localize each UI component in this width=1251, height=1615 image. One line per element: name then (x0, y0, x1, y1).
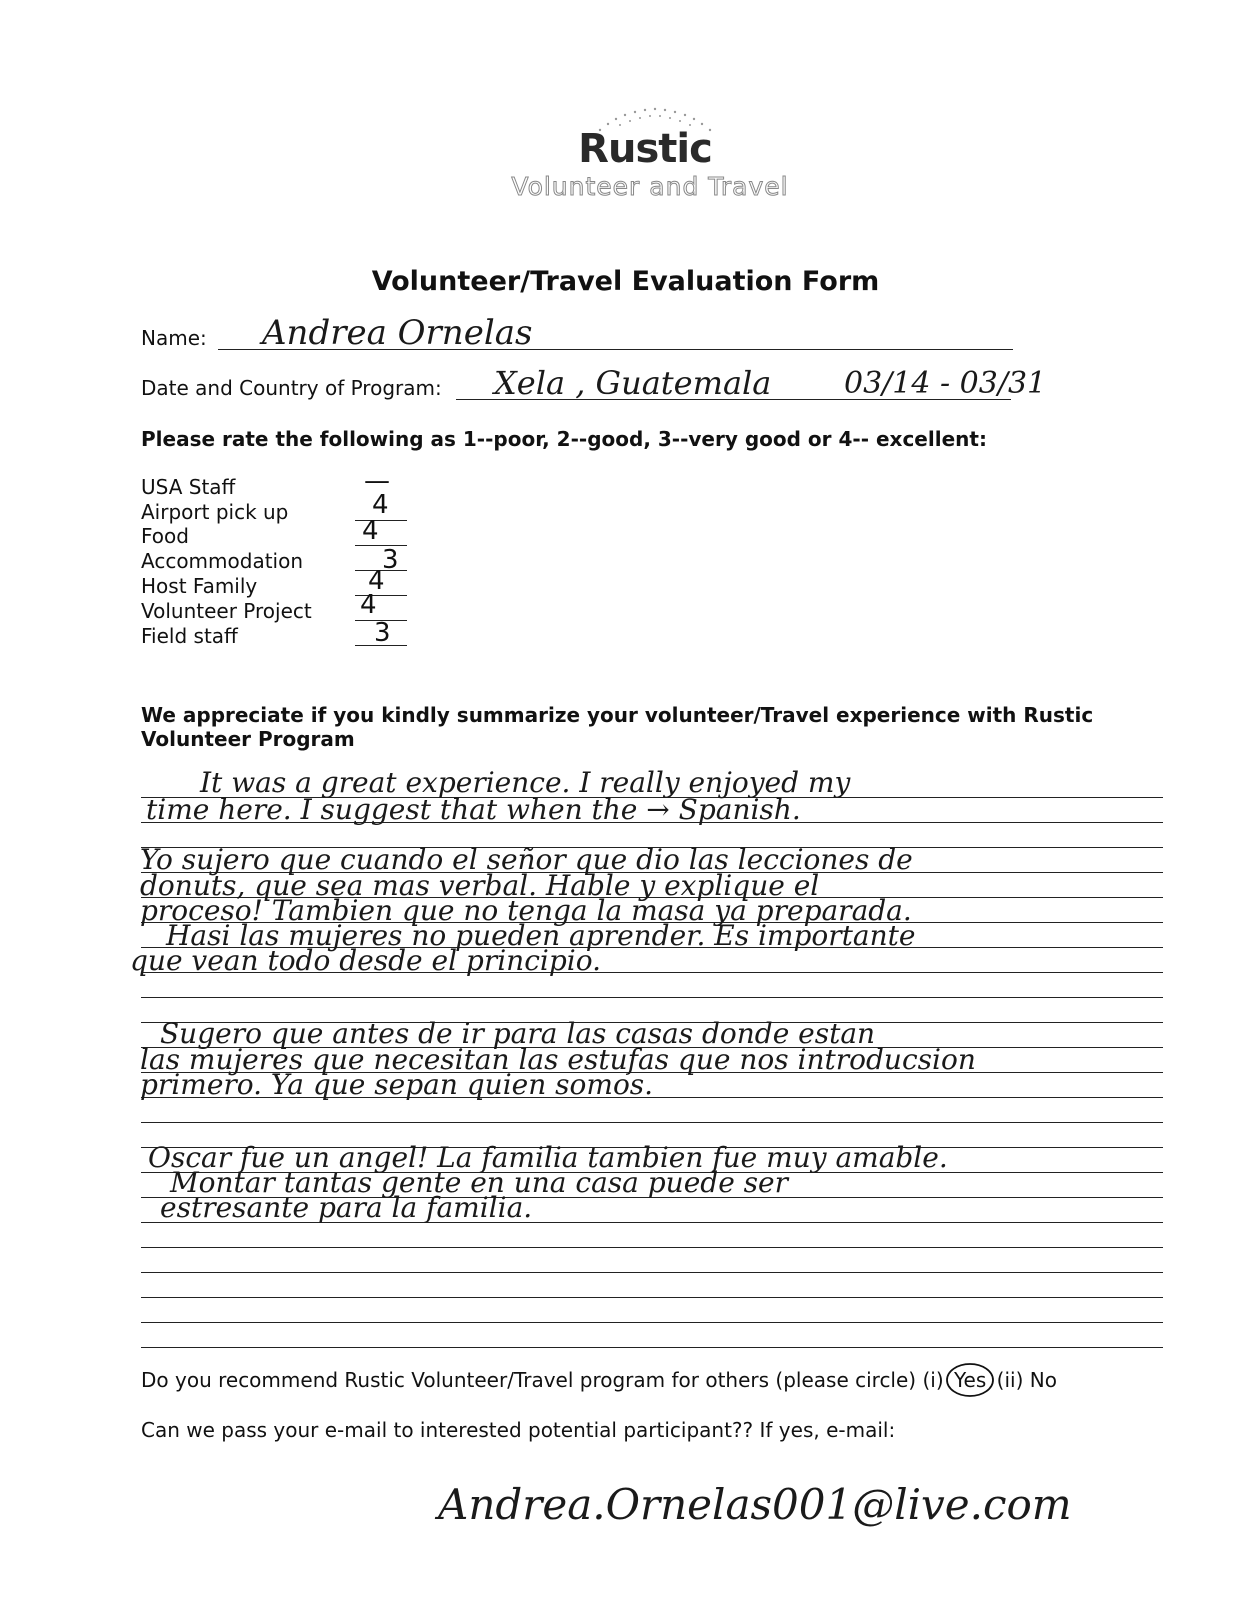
rating-label-host-family: Host Family (141, 574, 258, 598)
circled-mark-icon (944, 1360, 996, 1400)
rating-value-field-staff: 3 (374, 618, 391, 648)
rating-label-field-staff: Field staff (141, 624, 238, 648)
logo-subtitle: Volunteer and Travel (511, 172, 789, 201)
name-underline (218, 349, 1013, 350)
date-underline (456, 399, 1011, 400)
recommend-option-no: (ii) No (996, 1368, 1057, 1392)
rating-value-volunteer-project: 4 (360, 590, 377, 620)
summary-handwriting-line: las mujeres que necesitan las estufas que nos introducsion (140, 1043, 976, 1076)
recommend-option-yes-prefix: (i) (922, 1368, 944, 1392)
summary-prompt-line1: We appreciate if you kindly summarize your volunteer/Travel experience with Rustic (141, 703, 1094, 727)
date-country-place: Xela , Guatemala (494, 364, 772, 402)
rating-line (355, 645, 407, 646)
summary-handwriting-line: que vean todo desde el principio. (130, 944, 601, 977)
rating-label-volunteer-project: Volunteer Project (141, 599, 312, 623)
date-country-label: Date and Country of Program: (141, 376, 442, 400)
summary-rule (141, 1272, 1163, 1273)
summary-handwriting-line: Hasi las mujeres no pueden aprender. Es importante (166, 919, 916, 952)
summary-rule (141, 1347, 1163, 1348)
summary-handwriting-line: Yo sujero que cuando el señor que dio las lecciones de (140, 843, 913, 876)
summary-prompt-line2: Volunteer Program (141, 727, 355, 751)
rating-value-host-family: 4 (368, 566, 385, 596)
logo-title: Rustic (578, 126, 712, 172)
summary-rule (141, 1322, 1163, 1323)
summary-handwriting-line: Sugero que antes de ir para las casas donde estan (160, 1017, 876, 1050)
rating-label-usa-staff: USA Staff (141, 475, 236, 499)
name-value: Andrea Ornelas (262, 313, 533, 353)
summary-handwriting-line: estresante para la familia. (160, 1191, 533, 1224)
name-label: Name: (141, 326, 207, 350)
rating-value-food: 4 (362, 516, 379, 546)
form-title: Volunteer/Travel Evaluation Form (371, 266, 880, 297)
date-country-dates: 03/14 - 03/31 (844, 366, 1047, 401)
summary-rule (141, 1297, 1163, 1298)
rating-line (355, 545, 407, 546)
email-question: Can we pass your e-mail to interested potential participant?? If yes, e-mail: (141, 1418, 896, 1442)
rating-label-accommodation: Accommodation (141, 549, 304, 573)
rating-value-airport-pickup: 4 (372, 490, 389, 520)
summary-handwriting-line: proceso! Tambien que no tenga la masa ya preparada. (140, 894, 912, 927)
recommend-question-text: Do you recommend Rustic Volunteer/Travel program for others (please circle) (141, 1368, 917, 1392)
summary-handwriting-line: time here. I suggest that when the → Spanish. (146, 793, 801, 826)
summary-handwriting-line: primero. Ya que sepan quien somos. (140, 1068, 654, 1101)
recommend-question (141, 1368, 1057, 1392)
rating-label-airport-pickup: Airport pick up (141, 500, 289, 524)
summary-rule (141, 1122, 1163, 1123)
summary-handwriting-line: Oscar fue un angel! La familia tambien fue muy amable. (148, 1141, 948, 1174)
recommend-option-yes: Yes (950, 1368, 990, 1392)
rating-label-food: Food (141, 524, 189, 548)
summary-rule (141, 1247, 1163, 1248)
email-value: Andrea.Ornelas001@live.com (438, 1480, 1072, 1529)
summary-handwriting-line: It was a great experience. I really enjoyed my (200, 766, 851, 799)
summary-handwriting-line: Montar tantas gente en una casa puede ser (170, 1166, 788, 1199)
rating-instruction: Please rate the following as 1--poor, 2--good, 3--very good or 4-- excellent: (141, 427, 987, 451)
rating-value-usa-staff: — (364, 466, 390, 496)
rating-value-accommodation: 3 (382, 545, 399, 575)
summary-handwriting-line: donuts, que sea mas verbal. Hable y explique el (140, 869, 820, 902)
summary-rule (141, 997, 1163, 998)
